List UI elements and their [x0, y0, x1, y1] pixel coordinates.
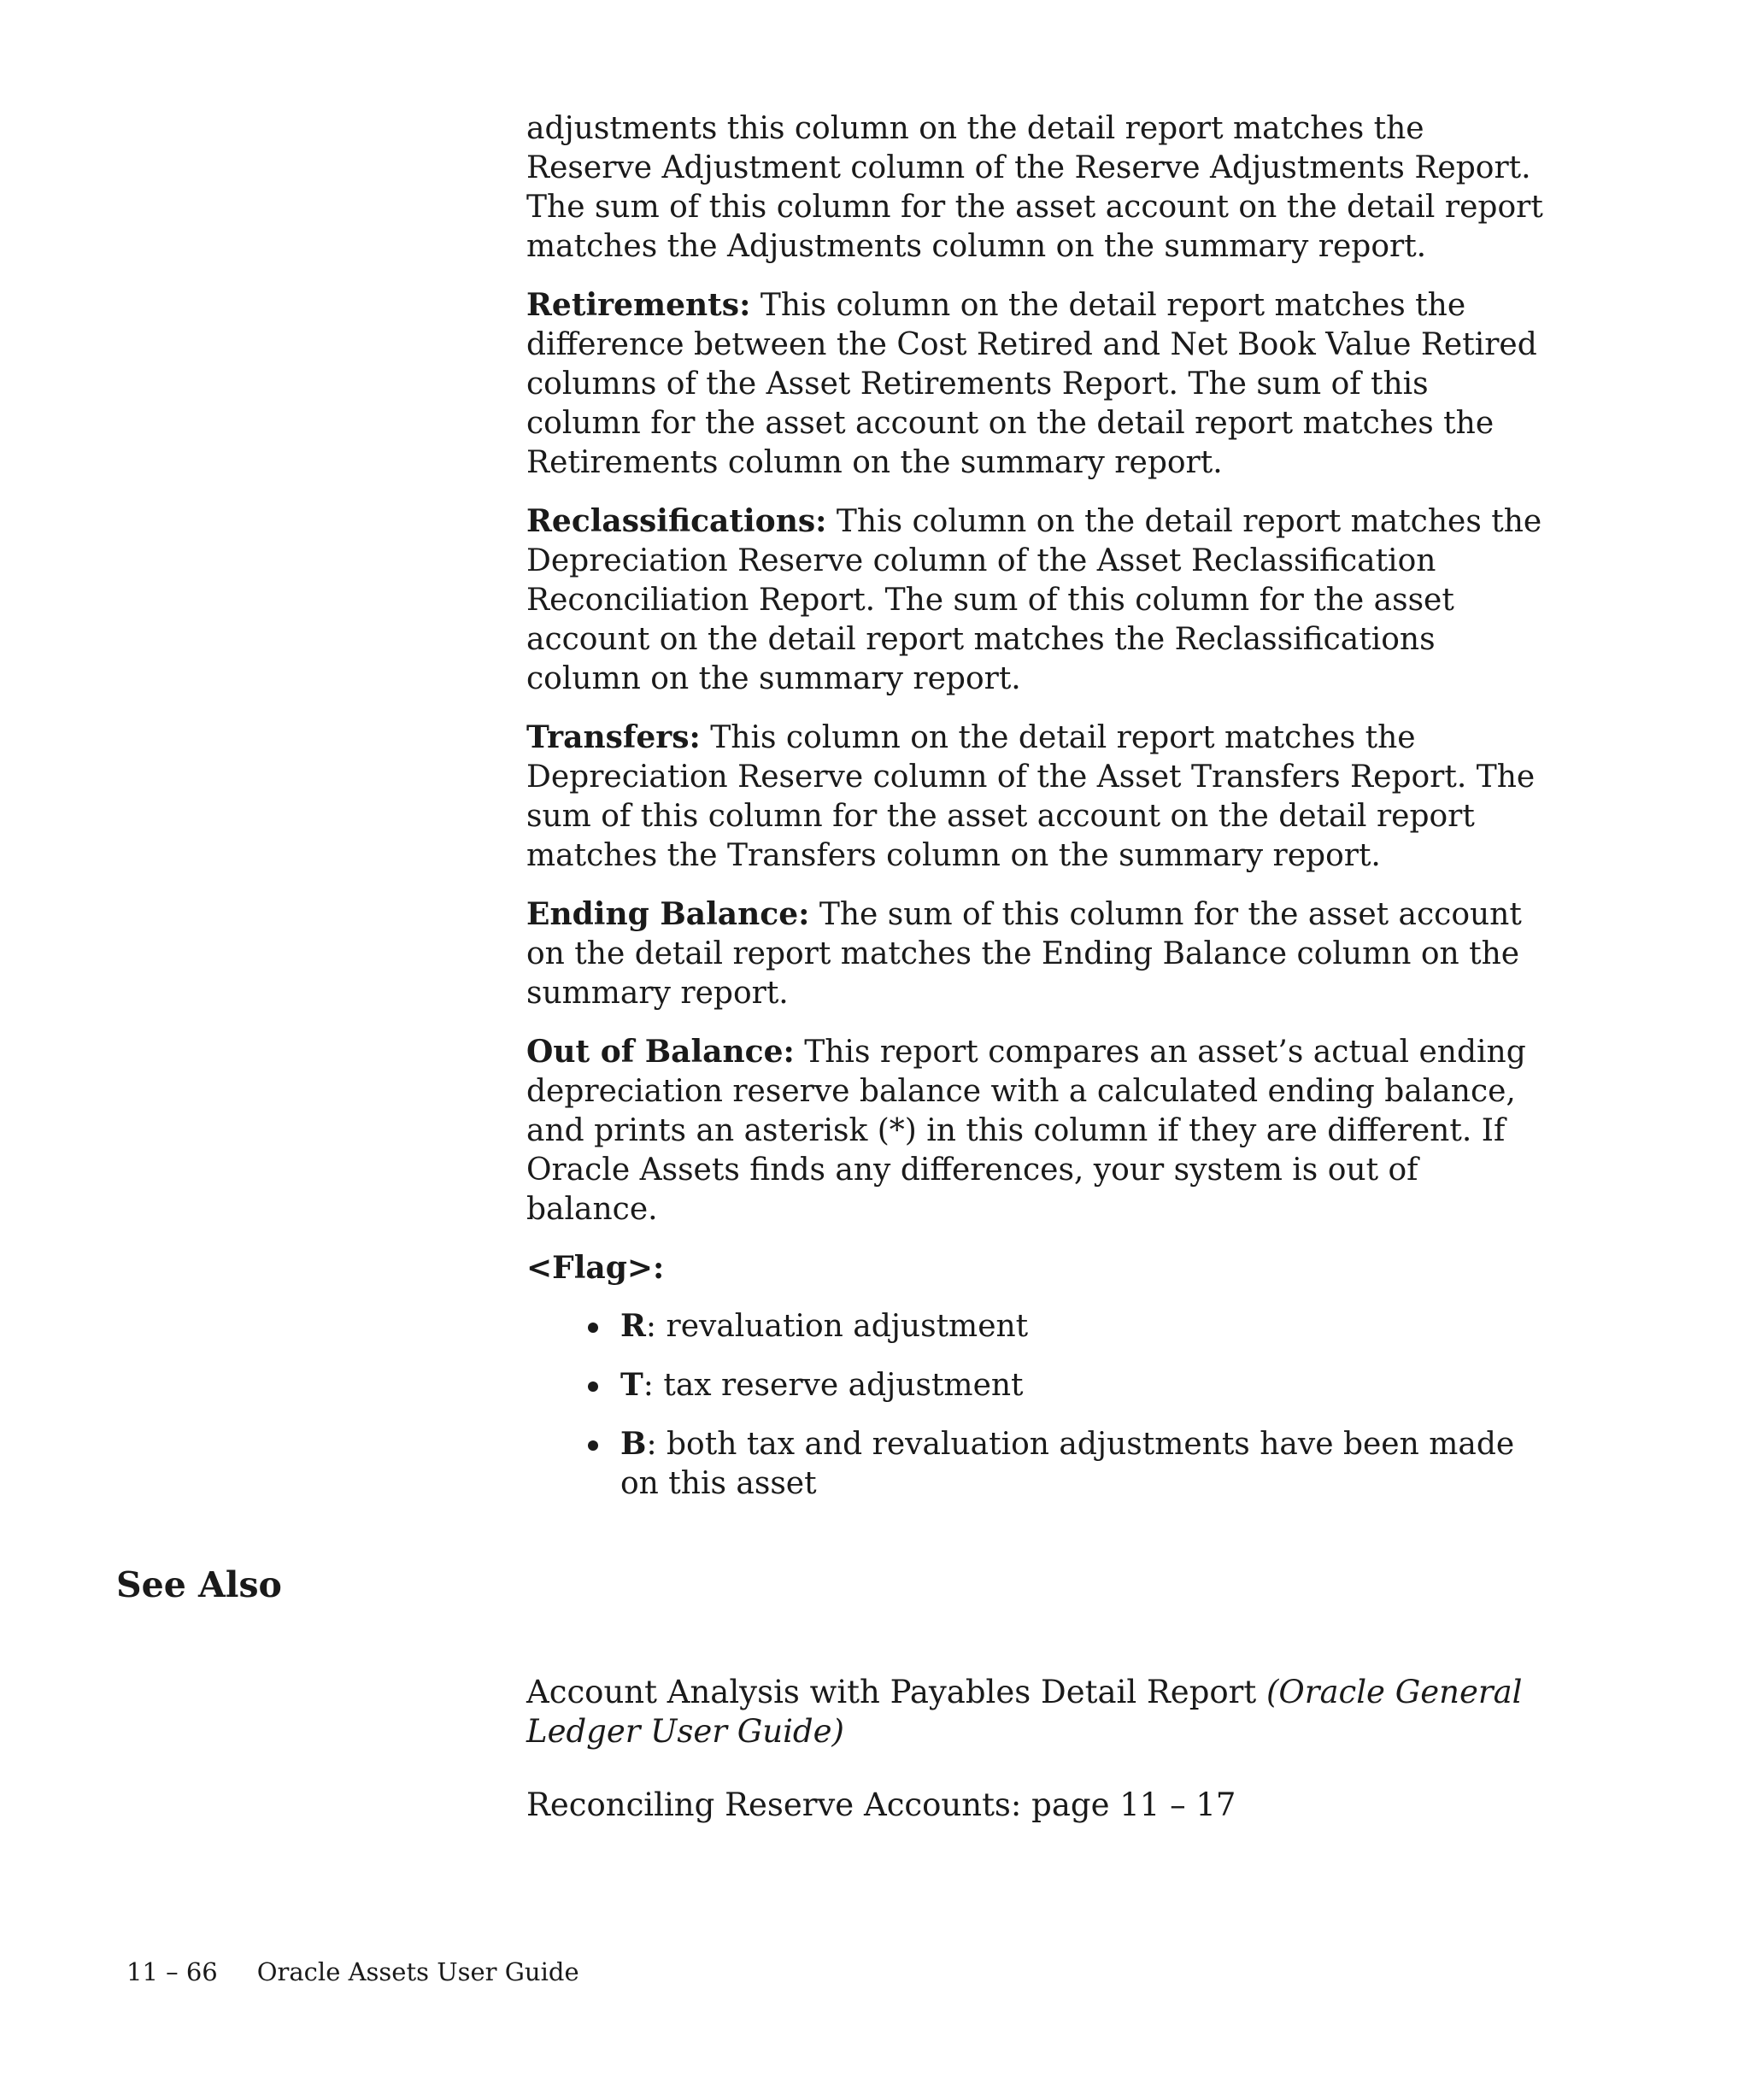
book-title: Oracle Assets User Guide [256, 1957, 579, 1986]
page-number: 11 – 66 [126, 1957, 218, 1986]
intro-paragraph: adjustments this column on the detail report matches the Reserve Adjustment column of the Reserve Adjustments Report. The sum of this column for the asset account on the detail report matches the Adjustments column on the summary report. [526, 111, 1543, 264]
entry-term: Transfers: [526, 719, 701, 755]
see-also-link-text: Reconciling Reserve Accounts: page 11 – 17 [526, 1786, 1236, 1823]
entry-text: This column on the detail report matches the Depreciation Reserve column of the Asset Transfers Report. The sum of this column for the asset account on the detail report matches the Transfers column on the summary report. [526, 720, 1536, 873]
flag-letter: B [620, 1426, 647, 1462]
flag-text: : both tax and revaluation adjustments have been made on this asset [620, 1427, 1515, 1501]
list-item [620, 1424, 1552, 1504]
see-also-heading: See Also [116, 1564, 282, 1605]
flag-text: : tax reserve adjustment [643, 1368, 1024, 1403]
see-also-source: (Oracle General Ledger User Guide) [526, 1674, 1523, 1750]
entry-text: This report compares an asset’s actual ending depreciation reserve balance with a calculated ending balance, and prints an asterisk (*) in this column if they are different. If Oracle Assets finds any differences, your system is out of balance. [526, 1035, 1526, 1227]
flag-letter: R [620, 1308, 646, 1344]
entry-text: The sum of this column for the asset account on the detail report matches the Ending Balance column on the summary report. [526, 897, 1522, 1011]
entry-text: This column on the detail report matches the Depreciation Reserve column of the Asset Reclassification Reconciliation Report. The sum of this column for the asset account on the detail report matches the Reclassifications column on the summary report. [526, 504, 1542, 696]
entry-retirements [526, 285, 1552, 483]
flag-letter: T [620, 1367, 643, 1403]
flag-text: : revaluation adjustment [645, 1309, 1029, 1344]
bullet-icon [588, 1323, 598, 1333]
see-also-link[interactable] [526, 1673, 1552, 1751]
page-footer [126, 1956, 579, 1987]
bullet-icon [588, 1381, 598, 1392]
flag-list [526, 1306, 1552, 1504]
see-also-link[interactable] [526, 1786, 1552, 1825]
entry-ending-balance [526, 895, 1552, 1013]
list-item [620, 1365, 1552, 1405]
flag-heading: <Flag>: [526, 1250, 665, 1286]
entry-term: Out of Balance: [526, 1034, 795, 1070]
entry-text: This column on the detail report matches the difference between the Cost Retired and Net Book Value Retired columns of the Asset Retirements Report. The sum of this column for the asset account on the detail report matches the Retirements column on the summary report. [526, 288, 1537, 480]
see-also-list [526, 1673, 1552, 1859]
report-column-descriptions [526, 109, 1552, 1522]
list-item [620, 1306, 1552, 1346]
see-also-link-text: Account Analysis with Payables Detail Report [526, 1674, 1266, 1710]
entry-term: Retirements: [526, 287, 751, 323]
entry-reclassifications [526, 502, 1552, 699]
entry-term: Reclassifications: [526, 503, 827, 539]
entry-out-of-balance [526, 1032, 1552, 1229]
bullet-icon [588, 1440, 598, 1451]
entry-term: Ending Balance: [526, 896, 810, 932]
entry-transfers [526, 718, 1552, 876]
